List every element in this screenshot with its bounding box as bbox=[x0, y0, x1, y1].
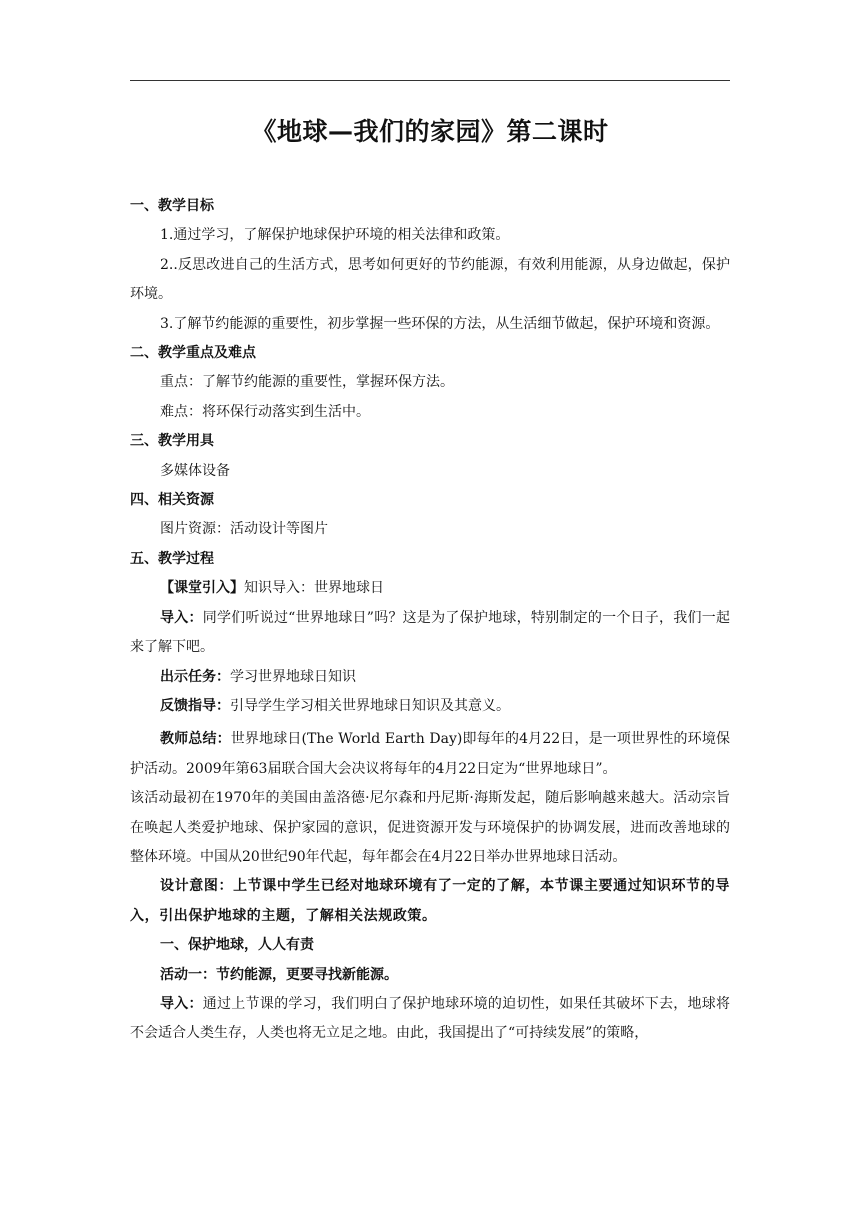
body-paragraph bbox=[130, 990, 730, 1049]
paragraph-text: 同学们听说过“世界地球日”吗？这是为了保护地球，特别制定的一个日子，我们一起来了解下吧。 bbox=[130, 609, 731, 656]
document-title: 《地球—我们的家园》第二课时 bbox=[251, 117, 609, 146]
bold-lead: 导入： bbox=[160, 995, 203, 1012]
body-paragraph bbox=[130, 784, 730, 872]
paragraph-text: 世界地球日(The World Earth Day)即每年的4月22日，是一项世界性的环境保护活动。2009年第63届联合国大会决议将每年的4月22日定为“世界地球日”。 bbox=[130, 731, 730, 777]
bold-lead: 一、保护地球，人人有责 bbox=[160, 937, 314, 954]
section-heading: 三、教学用具 bbox=[130, 433, 214, 450]
document-body bbox=[130, 192, 730, 1049]
header-rule bbox=[130, 80, 730, 81]
bold-lead: 活动一：节约能源，更要寻找新能源。 bbox=[160, 966, 398, 983]
body-paragraph bbox=[130, 604, 730, 663]
body-paragraph bbox=[130, 961, 730, 990]
section-heading: 五、教学过程 bbox=[130, 550, 214, 567]
body-paragraph bbox=[130, 931, 730, 960]
bold-lead: 反馈指导： bbox=[160, 697, 230, 714]
bold-lead: 【课堂引入】 bbox=[160, 580, 244, 597]
paragraph-text: 该活动最初在1970年的美国由盖洛德·尼尔森和丹尼斯·海斯发起，随后影响越来越大。活动宗旨在唤起人类爱护地球、保护家园的意识，促进资源开发与环境保护的协调发展，进而改善地球的整体环境。中国从20世纪90年代起，每年都会在4月22日举办世界地球日活动。 bbox=[130, 790, 730, 865]
bold-lead: 导入： bbox=[160, 609, 203, 626]
body-paragraph bbox=[130, 368, 730, 397]
body-paragraph bbox=[130, 574, 730, 603]
paragraph-text: 图片资源：活动设计等图片 bbox=[160, 521, 328, 538]
paragraph-text: 3.了解节约能源的重要性，初步掌握一些环保的方法，从生活细节做起，保护环境和资源。 bbox=[160, 315, 720, 332]
bold-lead: 教师总结： bbox=[160, 731, 231, 748]
paragraph-text: 引导学生学习相关世界地球日知识及其意义。 bbox=[230, 697, 510, 714]
body-paragraph bbox=[130, 310, 730, 339]
paragraph-text: 知识导入：世界地球日 bbox=[244, 580, 384, 597]
paragraph-text: 难点：将环保行动落实到生活中。 bbox=[160, 403, 370, 420]
paragraph-text: 重点：了解节约能源的重要性，掌握环保方法。 bbox=[160, 374, 454, 391]
body-paragraph bbox=[130, 515, 730, 544]
paragraph-text: 2..反思改进自己的生活方式，思考如何更好的节约能源，有效利用能源，从身边做起，保护环境。 bbox=[130, 256, 730, 303]
body-paragraph bbox=[130, 251, 730, 310]
section-heading: 四、相关资源 bbox=[130, 492, 214, 509]
body-paragraph bbox=[130, 221, 730, 250]
design-intent-paragraph: 设计意图：上节课中学生已经对地球环境有了一定的了解，本节课主要通过知识环节的导入，引出保护地球的主题，了解相关法规政策。 bbox=[130, 878, 730, 924]
body-paragraph bbox=[130, 725, 730, 784]
paragraph-text: 学习世界地球日知识 bbox=[230, 668, 356, 685]
body-paragraph bbox=[130, 398, 730, 427]
body-paragraph bbox=[130, 457, 730, 486]
section-heading: 二、教学重点及难点 bbox=[130, 345, 256, 362]
body-paragraph bbox=[130, 692, 730, 721]
section-heading: 一、教学目标 bbox=[130, 198, 214, 214]
paragraph-text: 多媒体设备 bbox=[160, 462, 230, 479]
body-paragraph bbox=[130, 663, 730, 692]
bold-lead: 出示任务： bbox=[160, 668, 230, 685]
paragraph-text: 通过上节课的学习，我们明白了保护地球环境的迫切性，如果任其破坏下去，地球将不会适合人类生存，人类也将无立足之地。由此，我国提出了“可持续发展”的策略， bbox=[130, 995, 731, 1042]
paragraph-text: 1.通过学习，了解保护地球保护环境的相关法律和政策。 bbox=[160, 227, 510, 244]
